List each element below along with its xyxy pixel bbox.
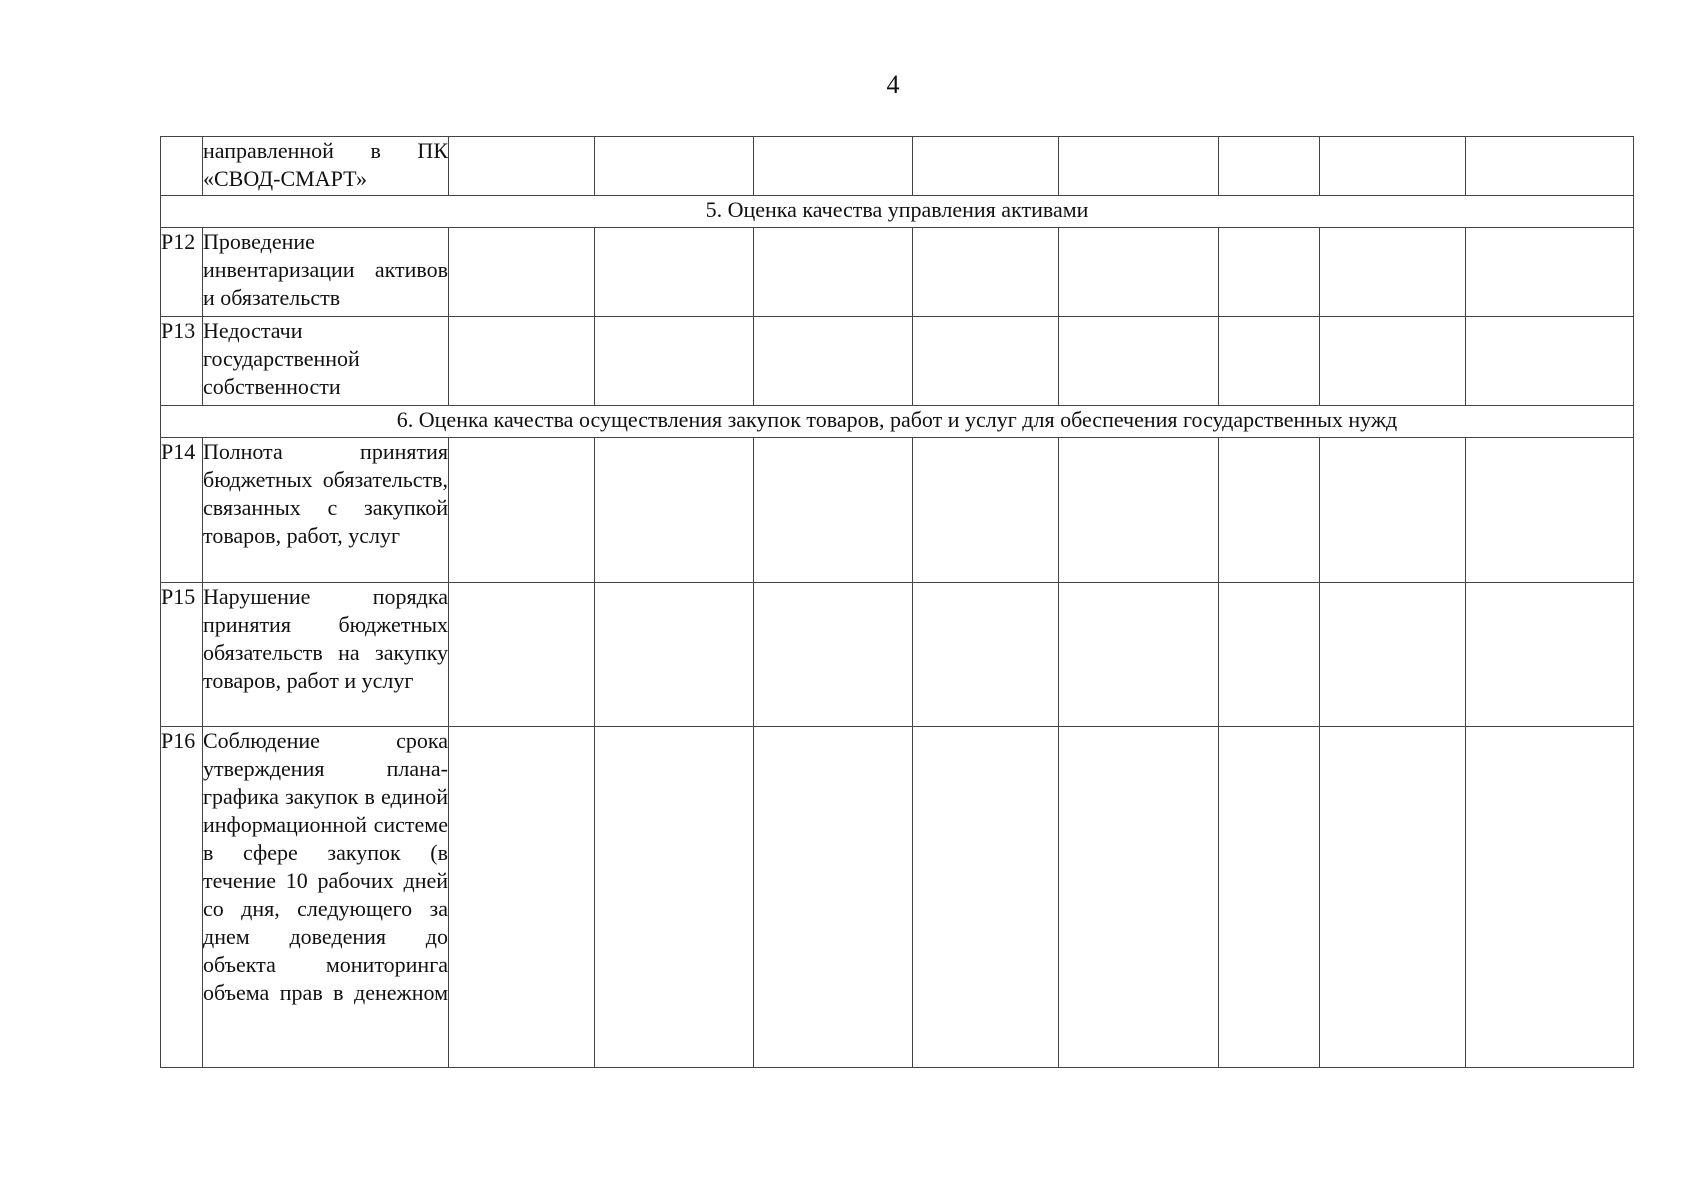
value-cell (1320, 438, 1466, 583)
indicator-name: Недостачи государственной собственности (203, 317, 449, 406)
value-cell (1320, 583, 1466, 727)
section-row (161, 406, 1634, 438)
value-cell (1059, 317, 1219, 406)
value-cell (595, 583, 754, 727)
value-cell (1219, 583, 1320, 727)
section-title: 6. Оценка качества осуществления закупок товаров, работ и услуг для обеспечения государственных нужд (161, 406, 1634, 438)
table-row (161, 317, 1634, 406)
indicator-name: направленной в ПК «СВОД-СМАРТ» (203, 137, 449, 196)
value-cell (1466, 583, 1634, 727)
value-cell (1059, 583, 1219, 727)
indicator-code: P16 (161, 727, 203, 1068)
value-cell (449, 583, 595, 727)
value-cell (754, 137, 913, 196)
table-row (161, 137, 1634, 196)
value-cell (595, 137, 754, 196)
value-cell (1320, 317, 1466, 406)
value-cell (1219, 228, 1320, 317)
value-cell (913, 228, 1059, 317)
value-cell (913, 137, 1059, 196)
value-cell (449, 317, 595, 406)
value-cell (1059, 137, 1219, 196)
value-cell (449, 137, 595, 196)
value-cell (913, 727, 1059, 1068)
value-cell (1320, 137, 1466, 196)
value-cell (595, 438, 754, 583)
value-cell (1219, 727, 1320, 1068)
value-cell (754, 727, 913, 1068)
value-cell (1219, 137, 1320, 196)
value-cell (1219, 317, 1320, 406)
value-cell (449, 438, 595, 583)
value-cell (1219, 438, 1320, 583)
value-cell (449, 228, 595, 317)
value-cell (754, 228, 913, 317)
table-row (161, 438, 1634, 583)
indicator-name: Нарушение порядка принятия бюджетных обязательств на закупку товаров, работ и услуг (203, 583, 449, 727)
value-cell (1466, 137, 1634, 196)
table-row (161, 228, 1634, 317)
table-row (161, 727, 1634, 1068)
section-row (161, 196, 1634, 228)
table-row (161, 583, 1634, 727)
value-cell (1466, 438, 1634, 583)
value-cell (1059, 438, 1219, 583)
value-cell (1320, 727, 1466, 1068)
value-cell (913, 438, 1059, 583)
value-cell (1466, 317, 1634, 406)
value-cell (1320, 228, 1466, 317)
value-cell (1059, 228, 1219, 317)
indicator-code: P14 (161, 438, 203, 583)
monitoring-table (160, 136, 1634, 1068)
value-cell (449, 727, 595, 1068)
indicator-name: Полнота принятия бюджетных обязательств, связанных с закупкой товаров, работ, услуг (203, 438, 449, 583)
value-cell (754, 583, 913, 727)
indicator-code: P15 (161, 583, 203, 727)
value-cell (754, 438, 913, 583)
indicator-name: Проведение инвентаризации активов и обязательств (203, 228, 449, 317)
section-title: 5. Оценка качества управления активами (161, 196, 1634, 228)
value-cell (913, 317, 1059, 406)
value-cell (1466, 727, 1634, 1068)
indicator-code (161, 137, 203, 196)
value-cell (913, 583, 1059, 727)
indicator-code: P12 (161, 228, 203, 317)
indicator-code: P13 (161, 317, 203, 406)
indicator-name: Соблюдение срока утверждения плана-графика закупок в единой информационной системе в сфере закупок (в течение 10 рабочих дней со дня, следующего за днем доведения до объекта мониторинга объема прав в денежном (203, 727, 449, 1068)
value-cell (1059, 727, 1219, 1068)
page-number: 4 (886, 70, 900, 99)
value-cell (595, 228, 754, 317)
value-cell (595, 727, 754, 1068)
value-cell (1466, 228, 1634, 317)
value-cell (754, 317, 913, 406)
value-cell (595, 317, 754, 406)
